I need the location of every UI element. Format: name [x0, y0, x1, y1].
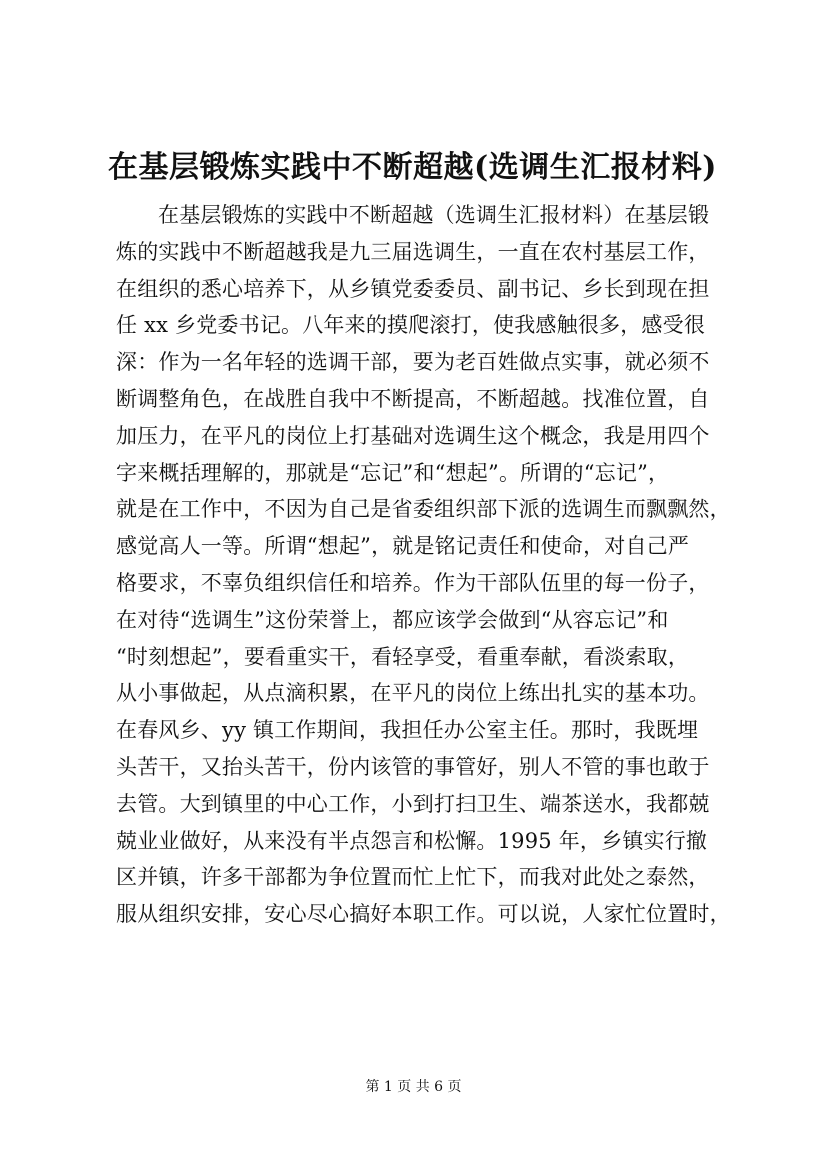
body-line: 在对待“选调生”这份荣誉上，都应该学会做到“从容忘记”和 [116, 607, 669, 632]
body-line: 兢业业做好，从来没有半点怨言和松懈。1995 年，乡镇实行撤 [116, 828, 708, 853]
document-body [116, 197, 746, 933]
body-line: 就是在工作中，不因为自己是省委组织部下派的选调生而飘飘然， [116, 497, 731, 522]
body-line: 感觉高人一等。所谓“想起”，就是铭记责任和使命，对自己严 [116, 534, 690, 559]
body-line: 字来概括理解的，那就是“忘记”和“想起”。所谓的“忘记”， [116, 460, 670, 485]
body-line: 加压力，在平凡的岗位上打基础对选调生这个概念，我是用四个 [116, 423, 710, 448]
body-line: 头苦干，又抬头苦干，份内该管的事管好，别人不管的事也敢于 [116, 754, 710, 779]
body-line: “时刻想起”，要看重实干，看轻享受，看重奉献，看淡索取， [116, 644, 690, 669]
body-line: 去管。大到镇里的中心工作，小到打扫卫生、端茶送水，我都兢 [116, 791, 710, 816]
body-line: 服从组织安排，安心尽心搞好本职工作。可以说，人家忙位置时， [116, 902, 731, 927]
body-line: 在基层锻炼的实践中不断超越（选调生汇报材料）在基层锻 [158, 203, 710, 227]
body-line: 炼的实践中不断超越我是九三届选调生，一直在农村基层工作， [116, 239, 710, 264]
document-title: 在基层锻炼实践中不断超越(选调生汇报材料) [108, 150, 717, 185]
body-line: 格要求，不辜负组织信任和培养。作为干部队伍里的每一份子， [116, 570, 710, 595]
body-line: 在组织的悉心培养下，从乡镇党委委员、副书记、乡长到现在担 [116, 276, 710, 301]
body-line: 从小事做起，从点滴积累，在平凡的岗位上练出扎实的基本功。 [116, 681, 710, 706]
body-line: 断调整角色，在战胜自我中不断提高，不断超越。找准位置，自 [116, 386, 710, 411]
body-line: 在春风乡、yy 镇工作期间，我担任办公室主任。那时，我既埋 [116, 718, 699, 743]
page-number-footer: 第 1 页 共 6 页 [365, 1079, 462, 1095]
body-line: 任 xx 乡党委书记。八年来的摸爬滚打，使我感触很多，感受很 [116, 313, 706, 338]
body-line: 区并镇，许多干部都为争位置而忙上忙下，而我对此处之泰然， [116, 865, 710, 890]
body-line: 深：作为一名年轻的选调干部，要为老百姓做点实事，就必须不 [116, 350, 710, 375]
